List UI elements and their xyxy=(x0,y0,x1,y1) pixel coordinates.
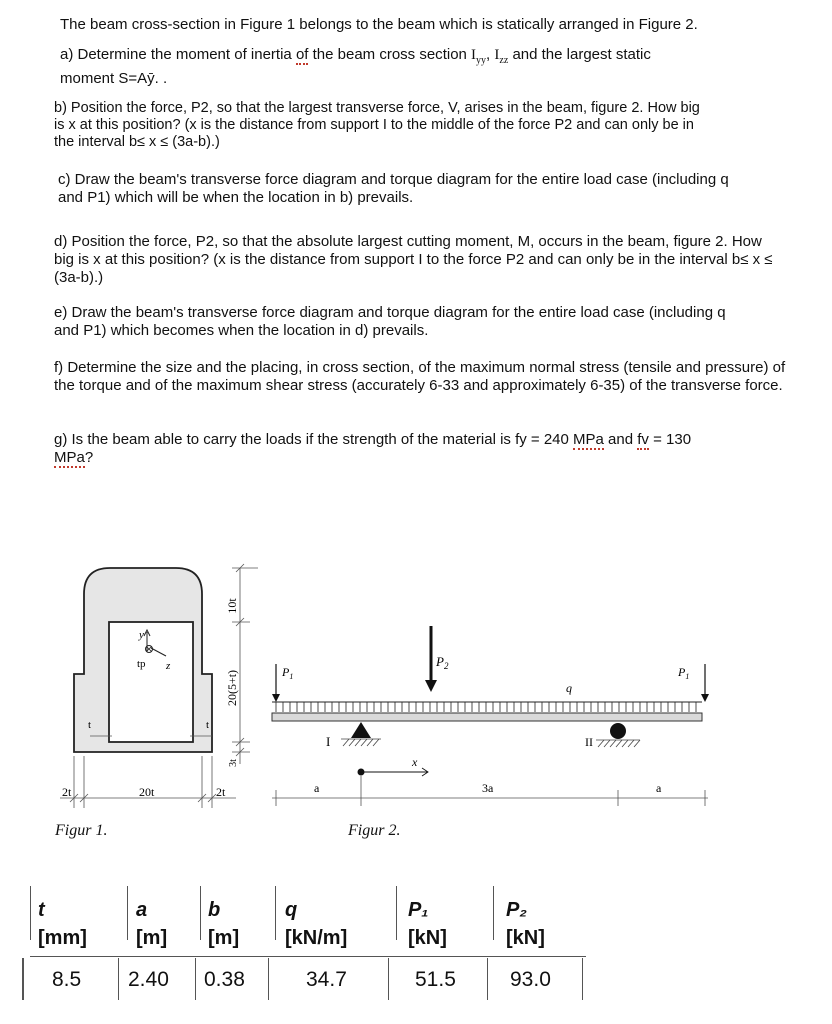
value-b: 0.38 xyxy=(204,968,245,991)
header-q: q [kN/m] xyxy=(285,899,348,949)
question-b: b) Position the force, P2, so that the largest transverse force, V, arises in the beam, figure 2. How big is x at this position? (x is the distance from support I to the middle of the force P2 and can only be in the interval b≤ x ≤ (3a-b).) xyxy=(54,100,700,150)
figure-2-beam xyxy=(260,600,720,820)
z-axis-label: z xyxy=(166,660,171,672)
header-p1: P₁ [kN] xyxy=(408,899,447,949)
p1-left-label: $P_1$ xyxy=(282,665,294,681)
beam xyxy=(272,713,702,721)
t-left-label: t xyxy=(88,719,92,731)
question-f: f) Determine the size and the placing, in cross section, of the maximum normal stress (tensile and pressure) of the torque and of the maximum shear stress (accurately 6-33 and approximately 6-35) of the transverse force. xyxy=(54,359,786,394)
dim-2t-left: 2t xyxy=(62,785,72,799)
question-d: d) Position the force, P2, so that the absolute largest cutting moment, M, occurs in the beam, figure 2. How big is x at this position? (x is the distance from support I to the force P2 and can only be in the interval b≤ x ≤ (3a-b).) xyxy=(54,233,773,286)
value-t: 8.5 xyxy=(52,968,82,991)
intro-text: The beam cross-section in Figure 1 belongs to the beam which is statically arranged in Figure 2. xyxy=(60,16,698,33)
value-p1: 51.5 xyxy=(415,968,456,991)
dim-20-5t: 20(5+t) xyxy=(225,669,239,707)
figure-1-cross-section xyxy=(0,560,270,820)
tp-label: tp xyxy=(137,658,146,670)
p2-label: $P_2$ xyxy=(436,654,449,671)
header-b: b [m] xyxy=(208,899,240,949)
q-label: q xyxy=(566,681,572,695)
figure-2-caption: Figur 2. xyxy=(348,822,401,839)
dim-20t: 20t xyxy=(139,785,155,799)
t-right-label: t xyxy=(206,719,210,731)
dim-10t: 10t xyxy=(225,598,239,614)
question-e: e) Draw the beam's transverse force diagram and torque diagram for the entire load case (including q and P1) which becomes when the location in d) prevails. xyxy=(54,304,726,339)
dim-2t-right: 2t xyxy=(216,785,226,799)
support-1-label: I xyxy=(326,734,331,749)
distributed-load-arrows xyxy=(276,702,696,712)
value-p2: 93.0 xyxy=(510,968,551,991)
support-2-label: II xyxy=(585,735,593,749)
parameter-table xyxy=(0,880,832,1010)
p1-right-label: $P_1$ xyxy=(678,665,690,681)
header-t: t [mm] xyxy=(38,899,87,949)
question-g: g) Is the beam able to carry the loads if the strength of the material is fy = 240 MPa and fv = 130 MPa? xyxy=(54,431,692,466)
dim-3t: 3t xyxy=(228,759,239,767)
dim-a-right: a xyxy=(656,781,662,795)
cross-section-inner xyxy=(109,622,193,742)
figure-1-caption: Figur 1. xyxy=(55,822,108,839)
value-q: 34.7 xyxy=(306,968,347,991)
support-2 xyxy=(610,723,626,739)
question-a: a) Determine the moment of inertia of the beam cross section $I_{yy}$, $I_{zz}$ and the largest static moment S=Aȳ. . xyxy=(60,46,651,87)
y-axis-label: y xyxy=(139,629,144,641)
dim-3a: 3a xyxy=(482,781,494,795)
header-a: a [m] xyxy=(136,899,168,949)
value-a: 2.40 xyxy=(128,968,169,991)
x-label: x xyxy=(412,755,418,769)
support-1 xyxy=(351,722,371,738)
header-p2: P₂ [kN] xyxy=(506,899,545,949)
dim-a-left: a xyxy=(314,781,320,795)
question-c: c) Draw the beam's transverse force diagram and torque diagram for the entire load case (including q and P1) which will be when the location in b) prevails. xyxy=(58,171,729,206)
